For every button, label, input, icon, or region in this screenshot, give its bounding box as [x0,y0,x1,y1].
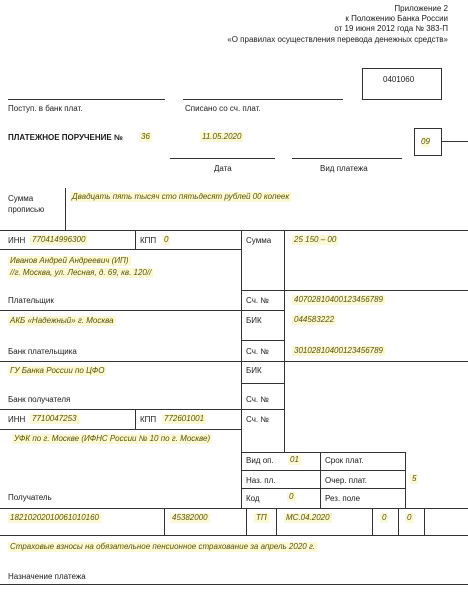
operation-right-divider [405,452,406,509]
payer-bank-account-label: Сч. № [246,347,269,356]
payer-kpp: 0 [164,235,169,244]
payer-account-top-line [241,290,468,291]
payer-bank-bik-label: БИК [246,316,262,325]
kod-label: Код [246,494,260,503]
basis: ТП [256,513,267,522]
purpose-bottom-line [0,584,468,585]
received-line [8,99,165,100]
vid-op-value: 01 [290,455,299,464]
ocher-label: Очер. плат. [325,476,368,485]
payer-bank-label: Банк плательщика [8,347,77,356]
payer-account: 40702810400123456789 [294,295,383,304]
header-line-1: Приложение 2 [394,4,448,13]
header-line-4: «О правилах осуществления перевода денежных средств» [227,35,448,44]
payer-bottom-line [0,310,285,311]
kod-value: 0 [289,492,294,501]
payment-type-line [292,158,402,159]
doc-number: 0 [382,513,387,522]
date-label: Дата [214,164,232,173]
date-line [170,158,275,159]
payer-sum: 25 150 – 00 [294,235,337,244]
recipient-bank-name: ГУ Банка России по ЦФО [10,366,105,375]
budget-divider-6 [424,508,425,535]
oktmo: 45382000 [172,513,208,522]
payer-kpp-label: КПП [140,236,157,245]
recipient-bank-bik-label: БИК [246,366,262,375]
payer-name-1: Иванов Андрей Андреевич (ИП) [10,256,129,265]
purpose-label: Назначение платежа [8,572,86,581]
received-label: Поступ. в банк плат. [8,104,83,113]
payer-inn-label: ИНН [8,236,26,245]
recipient-label: Получатель [8,493,52,502]
payer-bank-account: 30102810400123456789 [294,346,383,355]
main-col-divider-2 [284,230,285,453]
payment-type-label: Вид платежа [320,164,368,173]
recipient-bank-label: Банк получателя [8,395,71,404]
amount-words-label-1: Сумма [8,194,34,203]
payer-inn: 770414996300 [32,235,86,244]
recipient-account-label: Сч. № [246,415,269,424]
recipient-inn-label: ИНН [8,415,26,424]
main-col-divider-1 [241,230,242,509]
recipient-name: УФК по г. Москве (ИФНС России № 10 по г. Москве) [14,434,211,443]
operation-row-line-1 [241,470,406,471]
doc-date: 0 [407,513,412,522]
ocher-value: 5 [412,474,417,483]
payer-bank-bottom-line [0,361,468,362]
naz-label: Наз. пл. [246,476,276,485]
recipient-bank-bik-line [241,383,285,384]
inn-kpp-divider [135,230,136,249]
debited-line [183,99,343,100]
payer-bank-bik: 044583222 [294,315,335,324]
budget-bottom-line [0,535,468,536]
payer-bank-name: АКБ «Надежный» г. Москва [10,316,114,325]
table-top-line [0,230,468,231]
status-code: 09 [421,137,430,146]
amount-words-divider [65,188,66,230]
rez-label: Рез. поле [325,494,361,503]
payer-name-2: //г. Москва, ул. Лесная, д. 69, кв. 120// [10,268,152,277]
debited-label: Списано со сч. плат. [185,104,261,113]
amount-words-label-2: прописью [8,205,45,214]
purpose-text: Страховые взносы на обязательное пенсионное страхование за апрель 2020 г. [10,542,316,551]
payer-bank-bik-line [241,340,285,341]
amount-words-value: Двадцать пять тысяч сто пятьдесят рублей 00 копеек [72,192,290,201]
recipient-kpp: 772601001 [164,414,205,423]
recipient-bank-bottom-line [0,409,285,410]
operation-top-line [241,452,406,453]
recipient-inn: 7710047253 [32,414,77,423]
budget-divider-2 [246,508,247,535]
form-code-box [362,68,442,100]
operation-row-line-2 [241,488,406,489]
inn-row-line [0,249,242,250]
budget-divider-5 [398,508,399,535]
payer-label: Плательщик [8,296,54,305]
vid-op-label: Вид оп. [246,456,274,465]
recipient-kpp-label: КПП [140,415,157,424]
status-code-box [414,128,442,156]
budget-divider-1 [164,508,165,535]
kbk: 18210202010061010160 [10,513,99,522]
recipient-inn-row-line [0,429,242,430]
period: МС.04.2020 [286,513,330,522]
recipient-bank-account-label: Сч. № [246,395,269,404]
operation-col-divider [320,452,321,509]
header-line-2: к Положению Банка России [345,14,448,23]
payer-sum-label: Сумма [246,236,272,245]
recipient-inn-kpp-divider [135,409,136,429]
budget-divider-4 [372,508,373,535]
budget-divider-3 [276,508,277,535]
header-line-3: от 19 июня 2012 года № 383-П [334,24,448,33]
srok-label: Срок плат. [325,456,364,465]
order-date: 11.05.2020 [202,132,242,141]
order-title: ПЛАТЕЖНОЕ ПОРУЧЕНИЕ № [8,133,123,142]
form-code: 0401060 [383,75,415,84]
payer-account-label: Сч. № [246,296,269,305]
status-tail-line [442,141,468,142]
order-number: 36 [141,132,150,141]
